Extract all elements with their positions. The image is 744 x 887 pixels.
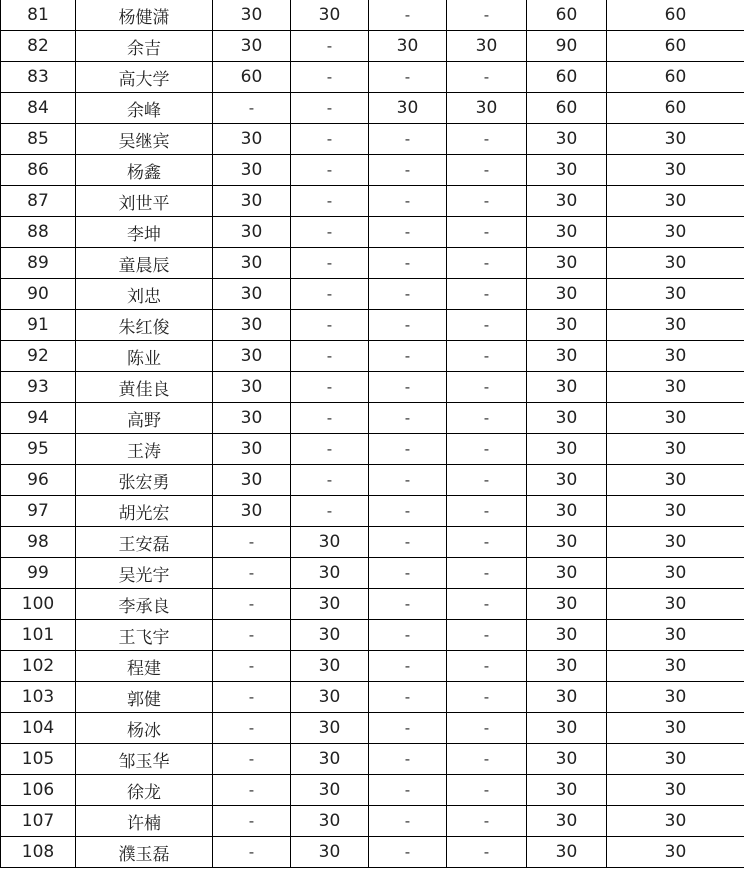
cell-col-6: - — [447, 775, 527, 806]
cell-col-3: - — [213, 620, 291, 651]
table-row — [1, 651, 744, 682]
cell-col-4: - — [291, 465, 369, 496]
cell-col-8: 60 — [607, 93, 744, 124]
cell-name: 童晨辰 — [76, 248, 213, 279]
cell-col-5: - — [369, 186, 447, 217]
cell-col-5: - — [369, 217, 447, 248]
cell-col-8: 30 — [607, 744, 744, 775]
cell-name: 黄佳良 — [76, 372, 213, 403]
table-row — [1, 682, 744, 713]
cell-number: 86 — [1, 155, 76, 186]
cell-name: 李承良 — [76, 589, 213, 620]
cell-col-4: - — [291, 434, 369, 465]
cell-col-3: - — [213, 713, 291, 744]
cell-col-3: 30 — [213, 434, 291, 465]
cell-col-3: - — [213, 837, 291, 868]
cell-col-8: 30 — [607, 186, 744, 217]
cell-col-4: - — [291, 186, 369, 217]
table-row — [1, 496, 744, 527]
cell-col-6: - — [447, 527, 527, 558]
cell-col-3: 30 — [213, 124, 291, 155]
cell-col-7: 30 — [527, 744, 607, 775]
cell-col-5: - — [369, 434, 447, 465]
cell-col-6: - — [447, 186, 527, 217]
table-row — [1, 155, 744, 186]
cell-col-4: 30 — [291, 806, 369, 837]
cell-number: 100 — [1, 589, 76, 620]
cell-col-3: 30 — [213, 279, 291, 310]
cell-col-3: 30 — [213, 465, 291, 496]
table-row — [1, 186, 744, 217]
cell-number: 94 — [1, 403, 76, 434]
cell-col-7: 30 — [527, 341, 607, 372]
cell-col-4: 30 — [291, 620, 369, 651]
cell-col-4: - — [291, 279, 369, 310]
cell-col-7: 30 — [527, 713, 607, 744]
table-row — [1, 589, 744, 620]
table-row — [1, 434, 744, 465]
cell-number: 105 — [1, 744, 76, 775]
cell-col-5: - — [369, 465, 447, 496]
cell-col-8: 30 — [607, 248, 744, 279]
cell-col-6: - — [447, 620, 527, 651]
cell-col-3: 30 — [213, 186, 291, 217]
cell-number: 81 — [1, 0, 76, 31]
cell-col-6: - — [447, 124, 527, 155]
cell-col-7: 30 — [527, 806, 607, 837]
cell-col-8: 30 — [607, 403, 744, 434]
cell-col-8: 30 — [607, 713, 744, 744]
cell-col-3: - — [213, 651, 291, 682]
cell-col-5: - — [369, 124, 447, 155]
cell-col-8: 30 — [607, 310, 744, 341]
cell-col-7: 30 — [527, 403, 607, 434]
cell-col-3: - — [213, 93, 291, 124]
cell-col-6: 30 — [447, 93, 527, 124]
table-row — [1, 713, 744, 744]
cell-col-7: 30 — [527, 248, 607, 279]
table-body — [1, 0, 744, 868]
cell-col-6: - — [447, 434, 527, 465]
cell-col-5: - — [369, 372, 447, 403]
cell-col-7: 30 — [527, 465, 607, 496]
cell-number: 98 — [1, 527, 76, 558]
cell-col-8: 30 — [607, 279, 744, 310]
cell-col-3: 30 — [213, 155, 291, 186]
cell-col-6: 30 — [447, 31, 527, 62]
cell-name: 徐龙 — [76, 775, 213, 806]
cell-col-5: - — [369, 341, 447, 372]
cell-col-4: 30 — [291, 651, 369, 682]
cell-number: 104 — [1, 713, 76, 744]
cell-col-8: 30 — [607, 589, 744, 620]
cell-col-6: - — [447, 589, 527, 620]
cell-col-5: - — [369, 62, 447, 93]
cell-col-4: - — [291, 248, 369, 279]
table-row — [1, 310, 744, 341]
cell-col-4: - — [291, 62, 369, 93]
cell-col-6: - — [447, 651, 527, 682]
cell-col-5: - — [369, 744, 447, 775]
cell-name: 刘世平 — [76, 186, 213, 217]
cell-name: 王涛 — [76, 434, 213, 465]
table-row — [1, 217, 744, 248]
cell-name: 吴继宾 — [76, 124, 213, 155]
cell-col-7: 60 — [527, 62, 607, 93]
cell-name: 郭健 — [76, 682, 213, 713]
cell-col-5: - — [369, 496, 447, 527]
cell-col-3: - — [213, 806, 291, 837]
cell-number: 102 — [1, 651, 76, 682]
cell-col-4: 30 — [291, 682, 369, 713]
cell-col-8: 30 — [607, 837, 744, 868]
cell-col-6: - — [447, 0, 527, 31]
table-row — [1, 341, 744, 372]
cell-col-5: - — [369, 310, 447, 341]
cell-number: 99 — [1, 558, 76, 589]
cell-col-5: 30 — [369, 31, 447, 62]
cell-col-7: 30 — [527, 124, 607, 155]
cell-col-5: - — [369, 403, 447, 434]
cell-col-4: - — [291, 124, 369, 155]
cell-name: 许楠 — [76, 806, 213, 837]
cell-col-3: 30 — [213, 310, 291, 341]
cell-name: 王安磊 — [76, 527, 213, 558]
table-row — [1, 775, 744, 806]
cell-col-7: 30 — [527, 589, 607, 620]
table-row — [1, 465, 744, 496]
cell-col-7: 30 — [527, 186, 607, 217]
cell-col-3: - — [213, 682, 291, 713]
table-row — [1, 248, 744, 279]
table-row — [1, 124, 744, 155]
cell-col-7: 30 — [527, 155, 607, 186]
cell-col-7: 90 — [527, 31, 607, 62]
cell-col-6: - — [447, 341, 527, 372]
cell-number: 93 — [1, 372, 76, 403]
cell-col-8: 60 — [607, 62, 744, 93]
cell-col-4: - — [291, 403, 369, 434]
cell-number: 90 — [1, 279, 76, 310]
table-row — [1, 31, 744, 62]
cell-number: 103 — [1, 682, 76, 713]
cell-col-6: - — [447, 403, 527, 434]
cell-col-6: - — [447, 465, 527, 496]
cell-col-3: 30 — [213, 341, 291, 372]
cell-name: 张宏勇 — [76, 465, 213, 496]
cell-col-6: - — [447, 155, 527, 186]
table-row — [1, 372, 744, 403]
cell-number: 101 — [1, 620, 76, 651]
cell-col-6: - — [447, 62, 527, 93]
cell-col-7: 30 — [527, 620, 607, 651]
cell-col-3: - — [213, 775, 291, 806]
cell-number: 106 — [1, 775, 76, 806]
cell-col-5: - — [369, 620, 447, 651]
cell-col-8: 30 — [607, 620, 744, 651]
cell-col-8: 30 — [607, 124, 744, 155]
cell-col-8: 30 — [607, 806, 744, 837]
table-row — [1, 837, 744, 868]
cell-col-7: 30 — [527, 682, 607, 713]
cell-number: 85 — [1, 124, 76, 155]
cell-col-8: 30 — [607, 651, 744, 682]
cell-col-7: 30 — [527, 217, 607, 248]
cell-col-8: 30 — [607, 496, 744, 527]
cell-name: 高大学 — [76, 62, 213, 93]
cell-col-8: 30 — [607, 558, 744, 589]
cell-col-5: - — [369, 527, 447, 558]
cell-col-3: - — [213, 744, 291, 775]
cell-col-4: - — [291, 341, 369, 372]
cell-col-4: 30 — [291, 0, 369, 31]
cell-col-3: 30 — [213, 217, 291, 248]
cell-number: 88 — [1, 217, 76, 248]
cell-col-3: 30 — [213, 248, 291, 279]
cell-col-4: - — [291, 217, 369, 248]
cell-col-4: 30 — [291, 527, 369, 558]
cell-name: 刘忠 — [76, 279, 213, 310]
cell-col-7: 30 — [527, 496, 607, 527]
cell-col-7: 30 — [527, 558, 607, 589]
cell-name: 程建 — [76, 651, 213, 682]
cell-col-6: - — [447, 837, 527, 868]
cell-col-3: 30 — [213, 372, 291, 403]
cell-col-8: 30 — [607, 217, 744, 248]
cell-col-4: - — [291, 372, 369, 403]
cell-number: 97 — [1, 496, 76, 527]
cell-col-5: 30 — [369, 93, 447, 124]
cell-col-3: 30 — [213, 31, 291, 62]
cell-col-6: - — [447, 713, 527, 744]
cell-col-6: - — [447, 279, 527, 310]
cell-col-5: - — [369, 248, 447, 279]
cell-col-7: 30 — [527, 651, 607, 682]
table-row — [1, 279, 744, 310]
cell-col-6: - — [447, 558, 527, 589]
cell-number: 83 — [1, 62, 76, 93]
cell-col-3: - — [213, 589, 291, 620]
cell-col-4: 30 — [291, 713, 369, 744]
cell-number: 91 — [1, 310, 76, 341]
cell-col-5: - — [369, 806, 447, 837]
cell-col-8: 30 — [607, 155, 744, 186]
cell-name: 高野 — [76, 403, 213, 434]
cell-col-5: - — [369, 589, 447, 620]
table-row — [1, 744, 744, 775]
cell-col-3: 30 — [213, 0, 291, 31]
cell-col-4: - — [291, 155, 369, 186]
table-row — [1, 0, 744, 31]
table-row — [1, 93, 744, 124]
cell-col-6: - — [447, 682, 527, 713]
cell-name: 陈业 — [76, 341, 213, 372]
cell-col-8: 60 — [607, 31, 744, 62]
table-row — [1, 806, 744, 837]
cell-col-5: - — [369, 0, 447, 31]
cell-col-4: 30 — [291, 775, 369, 806]
table-row — [1, 620, 744, 651]
cell-col-8: 30 — [607, 527, 744, 558]
cell-number: 82 — [1, 31, 76, 62]
cell-col-4: 30 — [291, 558, 369, 589]
cell-col-4: 30 — [291, 837, 369, 868]
table-row — [1, 403, 744, 434]
cell-col-8: 60 — [607, 0, 744, 31]
cell-name: 杨鑫 — [76, 155, 213, 186]
cell-col-5: - — [369, 155, 447, 186]
cell-col-6: - — [447, 248, 527, 279]
cell-number: 87 — [1, 186, 76, 217]
cell-col-4: - — [291, 31, 369, 62]
cell-col-6: - — [447, 217, 527, 248]
cell-col-3: 60 — [213, 62, 291, 93]
cell-col-6: - — [447, 744, 527, 775]
table-row — [1, 527, 744, 558]
cell-name: 杨健潇 — [76, 0, 213, 31]
cell-col-3: 30 — [213, 496, 291, 527]
cell-col-8: 30 — [607, 434, 744, 465]
cell-col-5: - — [369, 279, 447, 310]
cell-name: 余峰 — [76, 93, 213, 124]
cell-col-5: - — [369, 775, 447, 806]
cell-name: 余吉 — [76, 31, 213, 62]
cell-col-8: 30 — [607, 775, 744, 806]
cell-col-7: 30 — [527, 837, 607, 868]
cell-number: 89 — [1, 248, 76, 279]
cell-col-6: - — [447, 310, 527, 341]
cell-col-5: - — [369, 558, 447, 589]
cell-number: 95 — [1, 434, 76, 465]
cell-col-7: 30 — [527, 372, 607, 403]
cell-number: 84 — [1, 93, 76, 124]
cell-col-8: 30 — [607, 372, 744, 403]
cell-col-7: 60 — [527, 0, 607, 31]
cell-name: 吴光宇 — [76, 558, 213, 589]
cell-name: 朱红俊 — [76, 310, 213, 341]
cell-col-7: 30 — [527, 279, 607, 310]
cell-name: 胡光宏 — [76, 496, 213, 527]
cell-name: 邹玉华 — [76, 744, 213, 775]
cell-col-5: - — [369, 682, 447, 713]
cell-col-8: 30 — [607, 682, 744, 713]
cell-name: 王飞宇 — [76, 620, 213, 651]
cell-col-8: 30 — [607, 465, 744, 496]
cell-col-6: - — [447, 496, 527, 527]
cell-number: 107 — [1, 806, 76, 837]
cell-col-7: 30 — [527, 527, 607, 558]
cell-col-8: 30 — [607, 341, 744, 372]
cell-col-5: - — [369, 651, 447, 682]
cell-name: 杨冰 — [76, 713, 213, 744]
cell-name: 濮玉磊 — [76, 837, 213, 868]
cell-col-3: 30 — [213, 403, 291, 434]
cell-col-5: - — [369, 837, 447, 868]
cell-col-7: 30 — [527, 775, 607, 806]
cell-col-3: - — [213, 558, 291, 589]
cell-col-7: 60 — [527, 93, 607, 124]
cell-col-7: 30 — [527, 434, 607, 465]
table-row — [1, 62, 744, 93]
cell-col-4: 30 — [291, 589, 369, 620]
table-row — [1, 558, 744, 589]
cell-number: 96 — [1, 465, 76, 496]
cell-number: 108 — [1, 837, 76, 868]
cell-col-3: - — [213, 527, 291, 558]
cell-name: 李坤 — [76, 217, 213, 248]
cell-col-4: 30 — [291, 744, 369, 775]
cell-col-6: - — [447, 806, 527, 837]
cell-col-6: - — [447, 372, 527, 403]
cell-col-4: - — [291, 496, 369, 527]
cell-col-7: 30 — [527, 310, 607, 341]
cell-col-5: - — [369, 713, 447, 744]
cell-col-4: - — [291, 93, 369, 124]
cell-number: 92 — [1, 341, 76, 372]
cell-col-4: - — [291, 310, 369, 341]
